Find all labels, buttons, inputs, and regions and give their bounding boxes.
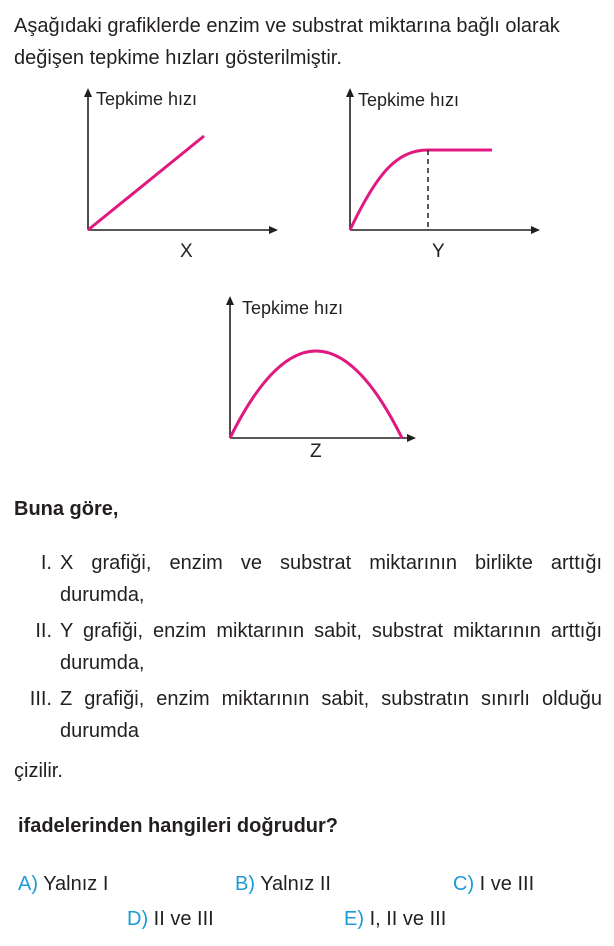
option-letter: B) [235, 873, 255, 895]
statement-text: X grafiği, enzim ve substrat miktarının birlikte arttığı durumda, [60, 552, 602, 606]
option-letter: C) [453, 873, 475, 895]
question-intro: Aşağıdaki grafiklerde enzim ve substrat miktarına bağlı olarak değişen tepkime hızları gösterilmiştir. [14, 15, 560, 69]
statement-number: II. [35, 620, 52, 642]
statement-text: Z grafiği, enzim miktarının sabit, substratın sınırlı olduğu durumda [60, 688, 602, 742]
statement-number: III. [29, 688, 52, 710]
graph-y [342, 88, 542, 262]
option-text: II ve III [153, 908, 214, 930]
statement-text: Y grafiği, enzim miktarının sabit, substrat miktarının arttığı durumda, [60, 620, 602, 674]
option-letter: A) [18, 873, 38, 895]
graph-y-curve [350, 150, 492, 230]
graph-x-ylabel: Tepkime hızı [96, 89, 198, 109]
lead-text: Buna göre, [14, 498, 119, 520]
graph-z-curve [230, 351, 402, 438]
graph-z-ylabel: Tepkime hızı [242, 298, 344, 318]
option-text: Yalnız II [260, 873, 331, 895]
graph-x-curve [88, 136, 204, 230]
option-letter: E) [344, 908, 364, 930]
statement-number: I. [40, 552, 52, 574]
statement-3 [24, 683, 602, 747]
option-b[interactable] [235, 873, 331, 896]
graph-y-ylabel: Tepkime hızı [358, 90, 460, 110]
graph-z-xlabel: Z [310, 441, 322, 462]
option-text: Yalnız I [43, 873, 109, 895]
graph-z [222, 296, 422, 462]
graph-y-xlabel: Y [432, 241, 445, 262]
option-e[interactable] [344, 908, 446, 931]
statement-1 [24, 547, 602, 611]
graph-x-plot [80, 88, 280, 238]
option-letter: D) [127, 908, 149, 930]
graph-x [80, 88, 280, 262]
option-d[interactable] [127, 908, 214, 931]
option-text: I ve III [479, 873, 535, 895]
question-text: ifadelerinden hangileri doğrudur? [18, 815, 339, 837]
option-text: I, II ve III [369, 908, 447, 930]
closing-text: çizilir. [14, 760, 63, 782]
graph-x-xlabel: X [180, 241, 193, 262]
option-a[interactable] [18, 873, 108, 896]
option-c[interactable] [453, 873, 534, 896]
statement-2 [24, 615, 602, 679]
